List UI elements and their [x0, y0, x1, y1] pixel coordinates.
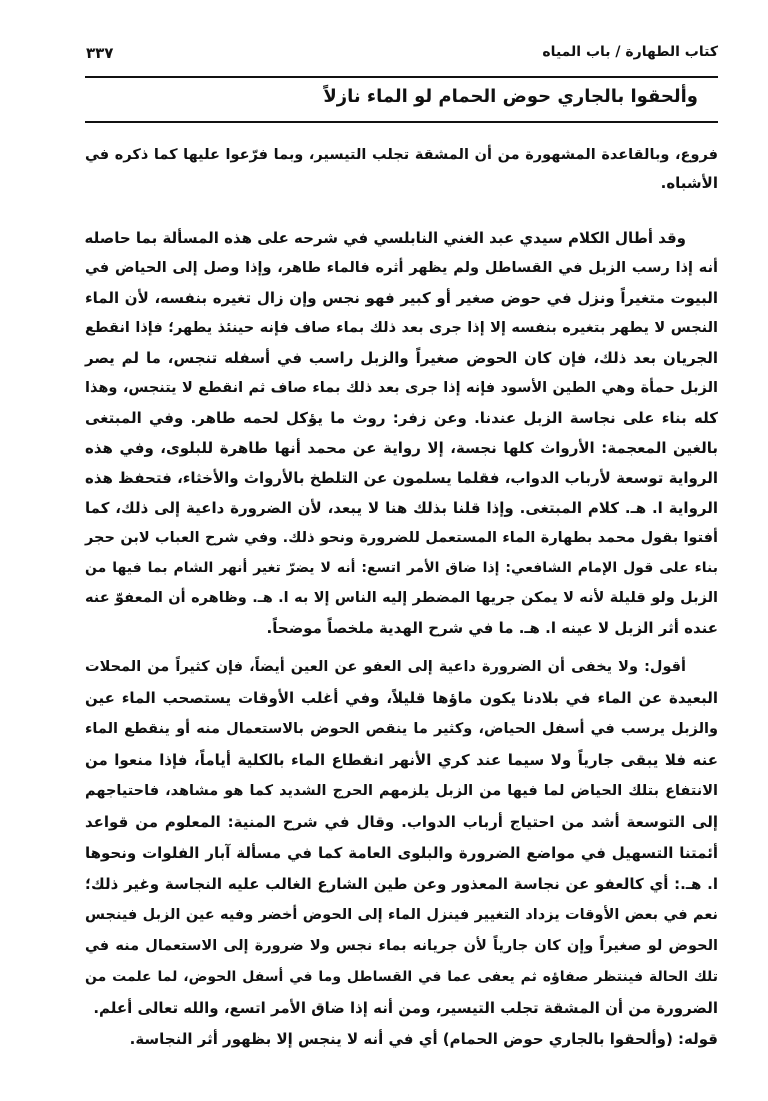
text-line: والزبل يرسب في أسفل الحياض، وكثير ما ينقص الحوض بالاستعمال منه أو ينقطع الماء — [85, 721, 718, 737]
text-line: الحوض لو صغيراً وإن كان جارياً لأن جريانه بماء نجس ولا ضرورة إلى الاستعمال منه في — [85, 938, 718, 954]
page-number: ٣٣٧ — [86, 44, 114, 62]
text-line: بناء على قول الإمام الشافعي: إذا ضاق الأمر اتسع: أنه لا يضرّ تغير أنهر الشام بما فيها من — [85, 560, 718, 576]
verse-rule — [85, 121, 718, 123]
text-line: بالغين المعجمة: الأرواث كلها نجسة، إلا رواية عن محمد أنها طاهرة للبلوى، وفي هذه — [85, 439, 718, 457]
text-line: أئمتنا التسهيل في مواضع الضرورة والبلوى العامة كما في مسألة آبار الفلوات ونحوها — [85, 844, 718, 862]
text-line: الأشباه. — [660, 174, 718, 192]
text-line: عنده أثر الزبل لا عينه ا. هـ. ما في شرح الهدية ملخصاً موضحاً. — [266, 619, 718, 637]
text-line: فروع، وبالقاعدة المشهورة من أن المشقة تجلب التيسير، وبما فرّعوا عليها كما ذكره في — [85, 147, 718, 163]
text-line: النجس لا يطهر بتغيره بنفسه إلا إذا جرى بعد ذلك بماء صاف فإنه حينئذ يطهر؛ فإذا انقطع — [85, 320, 718, 336]
text-line: الزبل حمأة وهي الطين الأسود فإنه إذا جرى بعد ذلك بماء صاف ثم انقطع لا يتنجس، وهذا — [85, 380, 718, 396]
text-line: أقول: ولا يخفى أن الضرورة داعية إلى العفو عن العين أيضاً، فإن كثيراً من المحلات — [85, 659, 686, 675]
paragraph-2 — [85, 223, 718, 643]
text-line: البيوت متغيراً ونزل في حوض صغير أو كبير فهو نجس وإن زال تغيره بنفسه، لأن الماء — [85, 289, 718, 307]
text-line: قوله: (وألحقوا بالجاري حوض الحمام) أي في أنه لا ينجس إلا بظهور أثر النجاسة. — [129, 1030, 718, 1048]
text-line: وقد أطال الكلام سيدي عبد الغني النابلسي في شرحه على هذه المسألة بما حاصله — [84, 229, 686, 247]
text-line: تلك الحالة فينتظر صفاؤه ثم يعفى عما في القساطل وما في أسفل الحوض، لما علمت من — [85, 969, 718, 985]
paragraph-3 — [85, 652, 718, 1055]
text-line: الجريان بعد ذلك، فإن كان الحوض صغيراً والزبل راسب في أسفله تنجس، ما لم يصر — [85, 349, 718, 367]
header-rule — [85, 76, 718, 78]
text-line: الرواية ا. هـ. كلام المبتغى. وإذا قلنا بذلك هنا لا يبعد، لأن الضرورة داعية إلى ذلك، كما — [85, 499, 718, 517]
text-line: أنه إذا رسب الزبل في القساطل ولم يظهر أثره فالماء طاهر، وإذا وصل إلى الحياض في — [85, 260, 718, 276]
text-line: أفتوا بقول محمد بطهارة الماء المستعمل للضرورة ونحو ذلك. وفي شرح العباب لابن حجر — [85, 530, 718, 546]
text-line: الضرورة من أن المشقة تجلب التيسير، ومن أنه إذا ضاق الأمر اتسع، والله تعالى أعلم. — [93, 999, 718, 1017]
text-line: الزبل ولو قليلة لأنه لا يمكن جريها المضطر إليه الناس إلا به ا. هـ. وظاهره أن المعفوّ عنه — [85, 590, 718, 606]
paragraph-1 — [85, 141, 718, 197]
text-line: كله بناء على نجاسة الزبل عندنا. وعن زفر: روث ما يؤكل لحمه طاهر. وفي المبتغى — [85, 409, 718, 427]
text-line: الانتفاع بتلك الحياض لما فيها من الزبل يلزمهم الحرج الشديد كما هو مشاهد، فاحتياجهم — [85, 783, 718, 799]
verse-text: وألحقوا بالجاري حوض الحمام لو الماء نازلاً — [323, 86, 698, 107]
text-line: الرواية توسعة لأرباب الدواب، فقلما يسلمون عن التلطخ بالأرواث والأخثاء، فتحفظ هذه — [85, 469, 718, 487]
running-title: كتاب الطهارة / باب المياه — [542, 44, 718, 60]
text-line: عنه فلا يبقى جارياً ولا سيما عند كري الأنهر انقطاع الماء بالكلية أياماً، فإذا منعوا من — [85, 751, 718, 769]
text-line: إلى التوسعة أشد من احتياج أرباب الدواب. وقال في شرح المنية: المعلوم من قواعد — [85, 813, 718, 831]
text-line: ا. هـ.: أي كالعفو عن نجاسة المعذور وعن طين الشارع الغالب عليه النجاسة وغير ذلك؛ — [85, 875, 718, 893]
text-line: البعيدة عن الماء في بلادنا يكون ماؤها قليلاً، وفي أغلب الأوقات يستصحب الماء عين — [85, 689, 718, 707]
text-line: نعم في بعض الأوقات يزداد التغيير فينزل الماء إلى الحوض أخضر وفيه عين الزبل فينجس — [85, 907, 718, 923]
